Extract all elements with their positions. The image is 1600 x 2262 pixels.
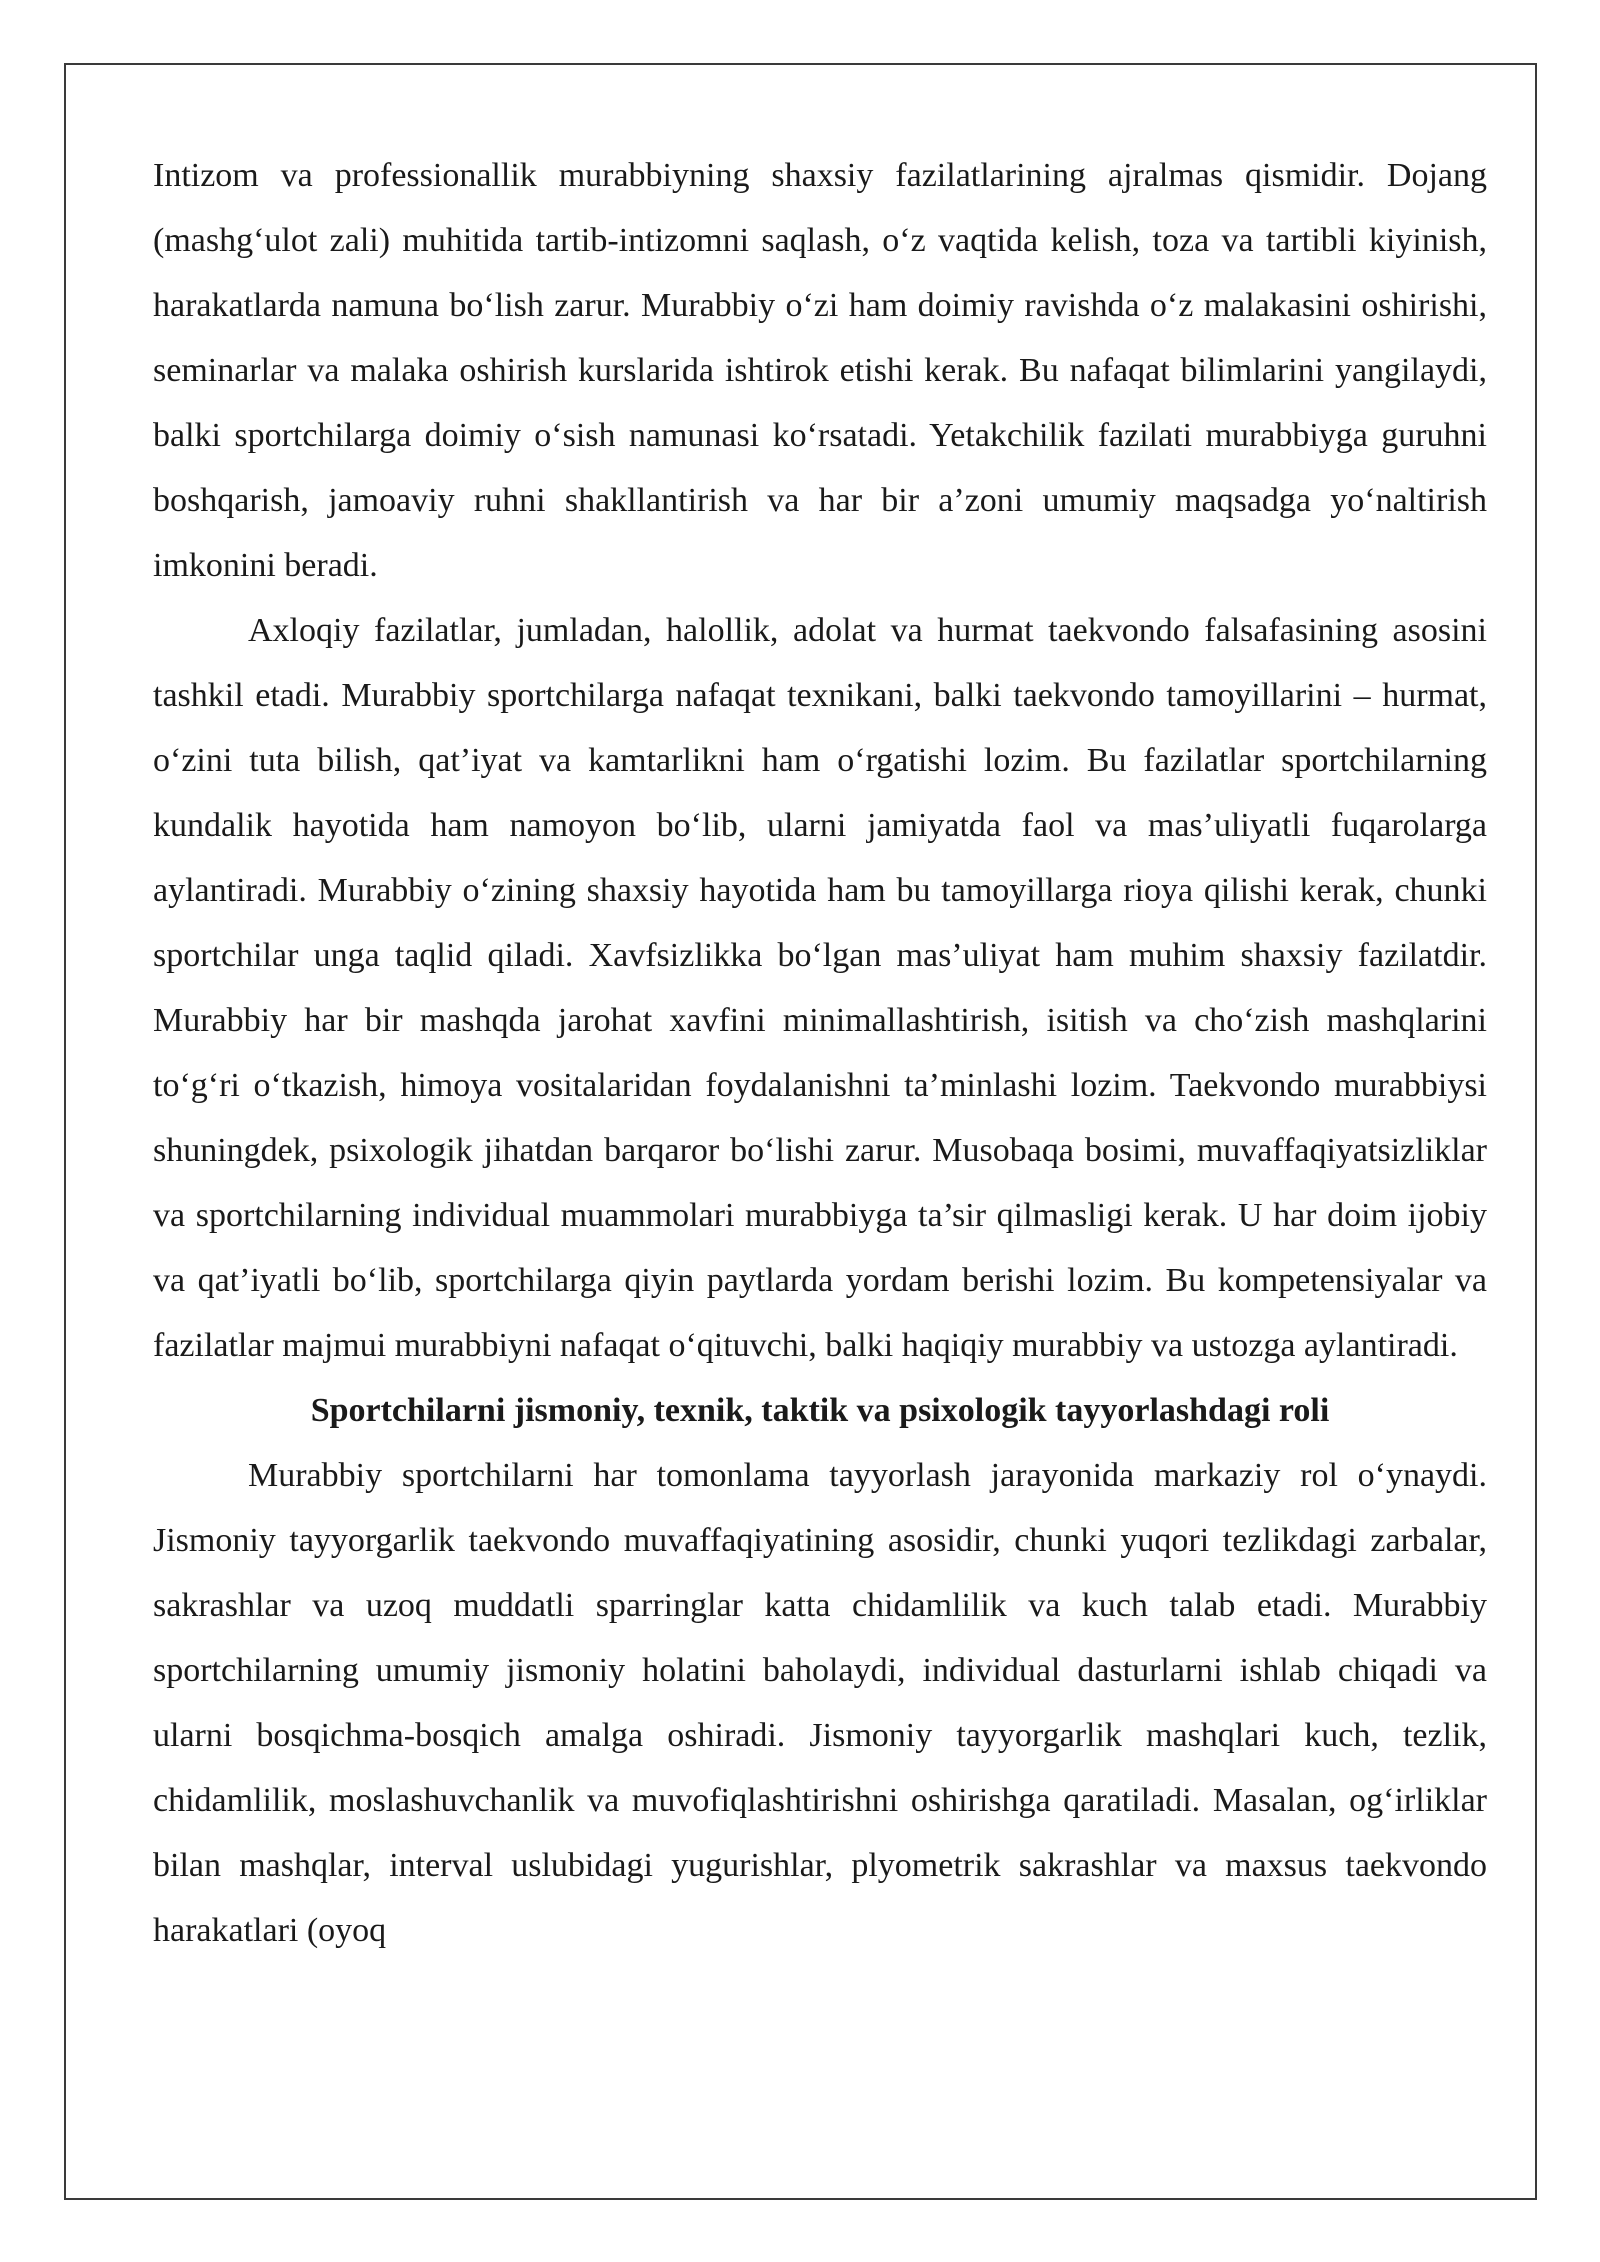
paragraph-preparation-role: Murabbiy sportchilarni har tomonlama tayyorlash jarayonida markaziy rol o‘ynaydi. Jismoniy tayyorgarlik taekvondo muvaffaqiyatining asosidir, chunki yuqori tezlikdagi zarbalar, sakrashlar va uzoq muddatli sparringlar katta chidamlilik va kuch talab etadi. Murabbiy sportchilarning umumiy jismoniy holatini baholaydi, individual dasturlarni ishlab chiqadi va ularni bosqichma-bosqich amalga oshiradi. Jismoniy tayyorgarlik mashqlari kuch, tezlik, chidamlilik, moslashuvchanlik va muvofiqlashtirishni oshirishga qaratiladi. Masalan, og‘irliklar bilan mashqlar, interval uslubidagi yugurishlar, plyometrik sakrashlar va maxsus taekvondo harakatlari (oyoq (153, 1457, 1487, 1949)
paragraph-moral-qualities: Axloqiy fazilatlar, jumladan, halollik, adolat va hurmat taekvondo falsafasining asosini tashkil etadi. Murabbiy sportchilarga nafaqat texnikani, balki taekvondo tamoyillarini – hurmat, o‘zini tuta bilish, qat’iyat va kamtarlikni ham o‘rgatishi lozim. Bu fazilatlar sportchilarning kundalik hayotida ham namoyon bo‘lib, ularni jamiyatda faol va mas’uliyatli fuqarolarga aylantiradi. Murabbiy o‘zining shaxsiy hayotida ham bu tamoyillarga rioya qilishi kerak, chunki sportchilar unga taqlid qiladi. Xavfsizlikka bo‘lgan mas’uliyat ham muhim shaxsiy fazilatdir. Murabbiy har bir mashqda jarohat xavfini minimallashtirish, isitish va cho‘zish mashqlarini to‘g‘ri o‘tkazish, himoya vositalaridan foydalanishni ta’minlashi lozim. Taekvondo murabbiysi shuningdek, psixologik jihatdan barqaror bo‘lishi zarur. Musobaqa bosimi, muvaffaqiyatsizliklar va sportchilarning individual muammolari murabbiyga ta’sir qilmasligi kerak. U har doim ijobiy va qat’iyatli bo‘lib, sportchilarga qiyin paytlarda yordam berishi lozim. Bu kompetensiyalar va fazilatlar majmui murabbiyni nafaqat o‘qituvchi, balki haqiqiy murabbiy va ustozga aylantiradi. (153, 612, 1487, 1364)
section-heading: Sportchilarni jismoniy, texnik, taktik va psixologik tayyorlashdagi roli (310, 1392, 1330, 1429)
paragraph-discipline: Intizom va professionallik murabbiyning shaxsiy fazilatlarining ajralmas qismidir. Dojang (mashg‘ulot zali) muhitida tartib-intizomni saqlash, o‘z vaqtida kelish, toza va tartibli kiyinish, harakatlarda namuna bo‘lish zarur. Murabbiy o‘zi ham doimiy ravishda o‘z malakasini oshirishi, seminarlar va malaka oshirish kurslarida ishtirok etishi kerak. Bu nafaqat bilimlarini yangilaydi, balki sportchilarga doimiy o‘sish namunasi ko‘rsatadi. Yetakchilik fazilati murabbiyga guruhni boshqarish, jamoaviy ruhni shakllantirish va har bir a’zoni umumiy maqsadga yo‘naltirish imkonini beradi. (153, 157, 1487, 584)
document-body (153, 143, 1487, 1963)
